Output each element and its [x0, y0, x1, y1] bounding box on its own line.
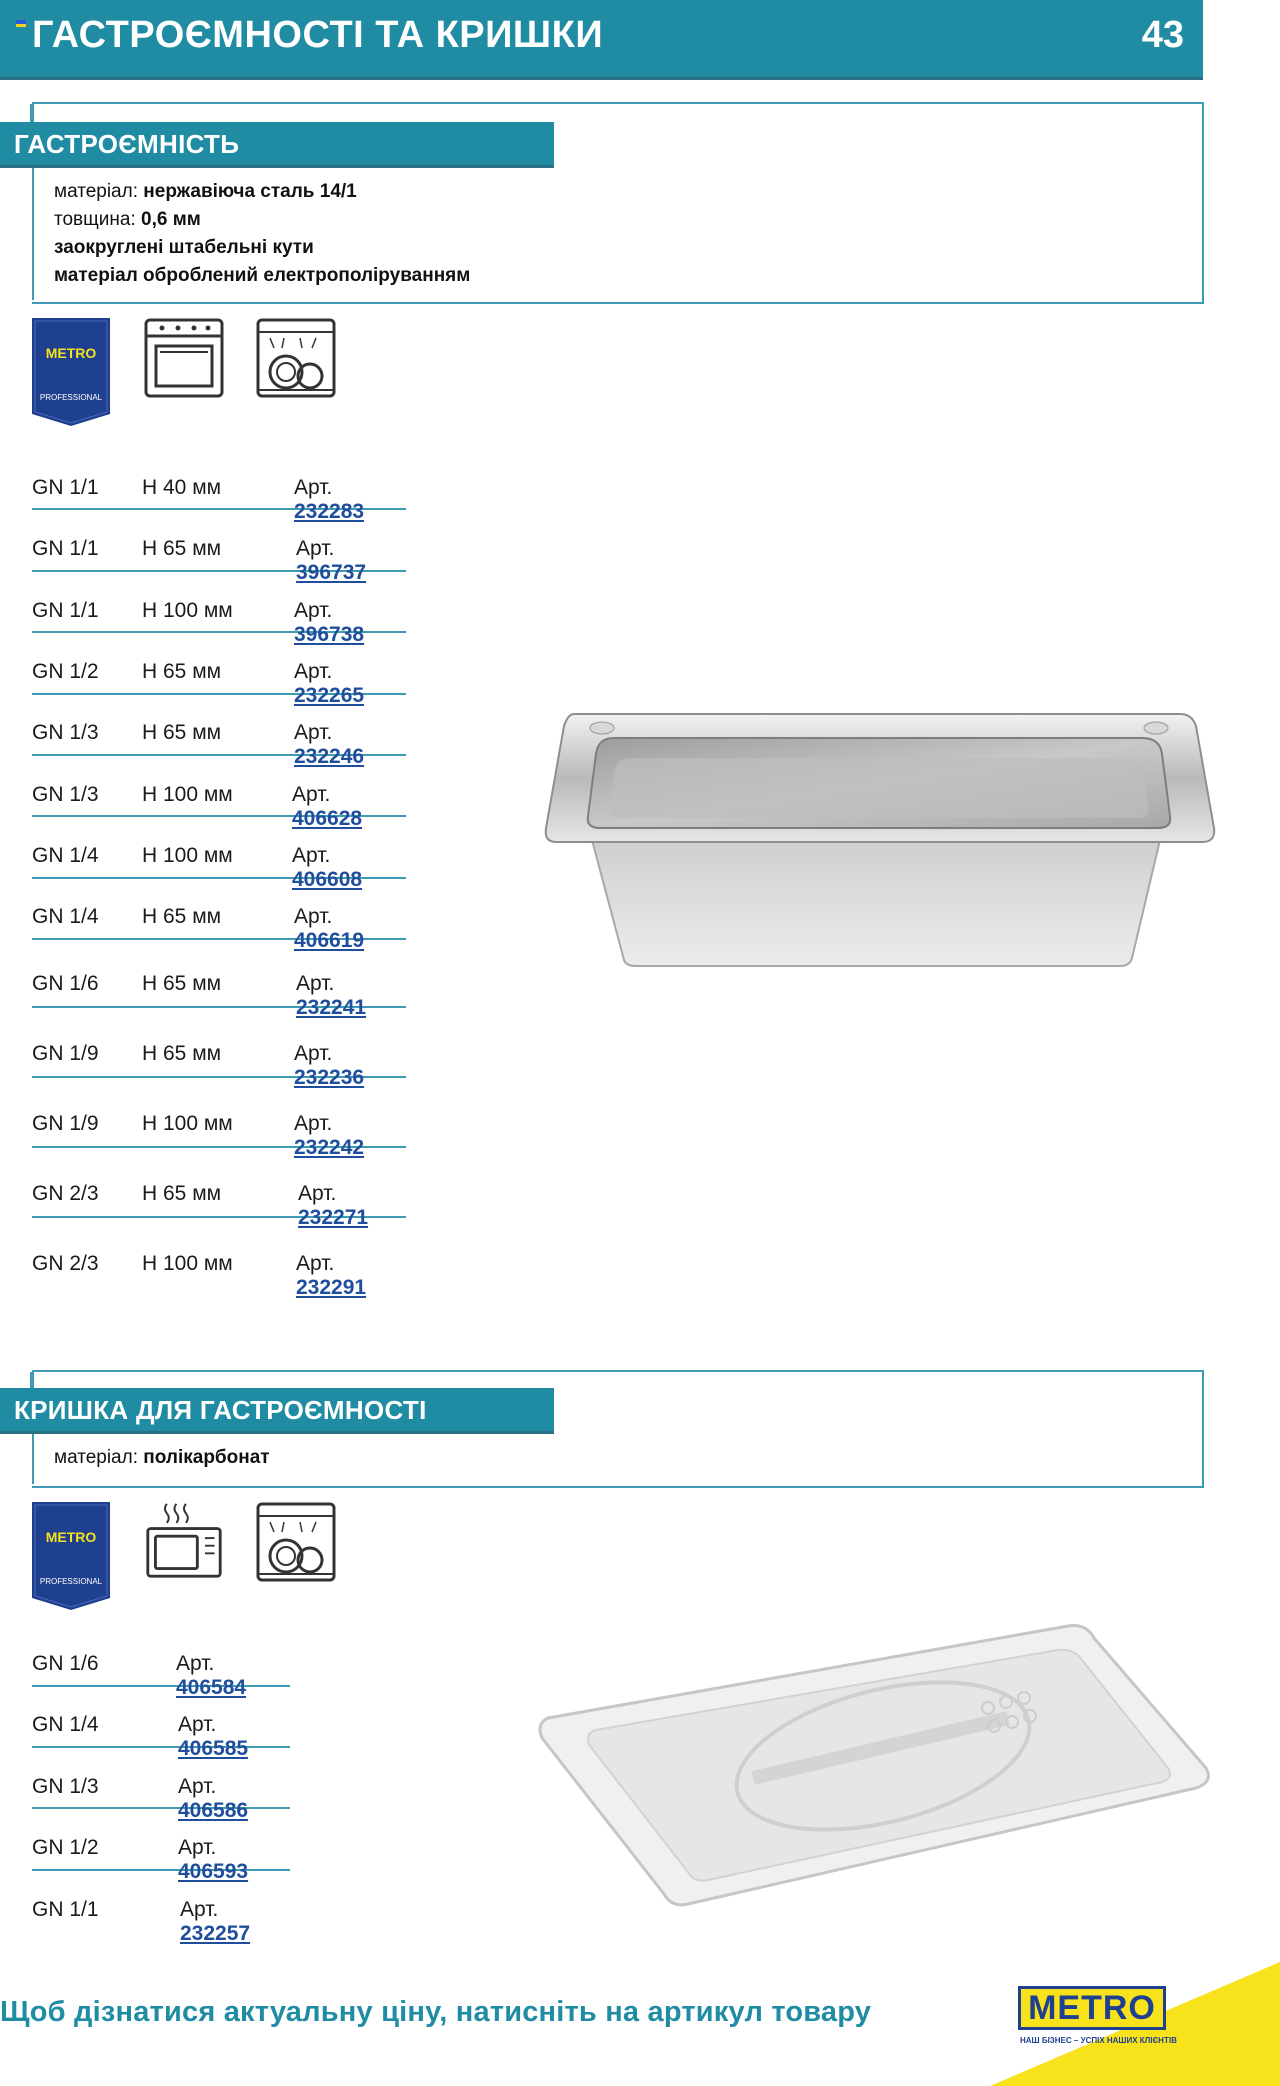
- art-prefix: Арт.: [294, 599, 333, 622]
- article-link[interactable]: 232265: [294, 684, 365, 707]
- gn-size: GN 1/4: [32, 1713, 99, 1736]
- gn-size: GN 1/4: [32, 905, 99, 928]
- article-link[interactable]: 396737: [296, 561, 367, 584]
- section-lid-description: [54, 1444, 270, 1472]
- art-prefix: Арт.: [178, 1775, 217, 1798]
- gn-size: GN 1/2: [32, 1836, 99, 1859]
- dishwasher-icon: [256, 318, 336, 398]
- metro-professional-badge-icon: [32, 318, 110, 426]
- table-row: [32, 1836, 290, 1883]
- article-link[interactable]: 406608: [292, 868, 363, 891]
- table-row: [32, 1182, 406, 1229]
- table-row: [32, 1713, 290, 1760]
- section-gastronorm-label: ГАСТРОЄМНІСТЬ: [0, 122, 554, 166]
- thickness-line: товщина: 0,6 мм: [54, 209, 201, 230]
- table-row: [32, 1652, 290, 1699]
- art-prefix: Арт.: [294, 1042, 333, 1065]
- badge-sub-text: PROFESSIONAL: [39, 1577, 103, 1586]
- article-link[interactable]: 232291: [296, 1276, 367, 1299]
- dishwasher-icon: [256, 1502, 336, 1582]
- footer-cta: Щоб дізнатися актуальну ціну, натисніть на артикул товару: [0, 1996, 872, 2028]
- article-link[interactable]: 232236: [294, 1066, 365, 1089]
- article-link[interactable]: 232271: [298, 1206, 369, 1229]
- gn-size: GN 2/3: [32, 1182, 99, 1205]
- article-link[interactable]: 406628: [292, 807, 363, 830]
- table-row: [32, 905, 406, 952]
- badge-brand-text: METRO: [45, 345, 97, 361]
- article-link[interactable]: 232242: [294, 1136, 365, 1159]
- gn-size: GN 1/1: [32, 1898, 99, 1921]
- art-prefix: Арт.: [294, 1112, 333, 1135]
- table-row: [32, 537, 406, 584]
- metro-logo[interactable]: [1018, 1986, 1166, 2030]
- table-row: [32, 476, 406, 523]
- gn-size: GN 1/3: [32, 783, 99, 806]
- height: H 40 мм: [142, 476, 222, 499]
- page-title: ГАСТРОЄМНОСТІ ТА КРИШКИ: [32, 14, 604, 56]
- gastronorm-pan-image: [544, 700, 1220, 980]
- table-row: [32, 660, 406, 707]
- table-row: [32, 1775, 290, 1822]
- gn-size: GN 1/2: [32, 660, 99, 683]
- article-link[interactable]: 406593: [178, 1860, 249, 1883]
- article-link[interactable]: 406584: [176, 1676, 247, 1699]
- article-link[interactable]: 232257: [180, 1922, 251, 1945]
- table-row: [32, 972, 406, 1019]
- art-prefix: Арт.: [178, 1836, 217, 1859]
- table-row: [32, 1252, 406, 1299]
- art-prefix: Арт.: [298, 1182, 337, 1205]
- art-prefix: Арт.: [292, 783, 331, 806]
- table-row: [32, 1042, 406, 1089]
- table-row: [32, 783, 406, 830]
- height: H 65 мм: [142, 537, 222, 560]
- oven-icon: [144, 318, 224, 398]
- feature-line: матеріал оброблений електрополіруванням: [54, 265, 471, 286]
- art-prefix: Арт.: [176, 1652, 215, 1675]
- gn-size: GN 1/1: [32, 476, 99, 499]
- art-prefix: Арт.: [296, 537, 335, 560]
- metro-slogan: НАШ БІЗНЕС – УСПІХ НАШИХ КЛІЄНТІВ: [1020, 2036, 1177, 2045]
- section-lid-label: КРИШКА ДЛЯ ГАСТРОЄМНОСТІ: [0, 1388, 554, 1432]
- metro-logo-text: METRO: [1028, 1989, 1156, 2027]
- flag-icon: [16, 20, 26, 27]
- gn-size: GN 1/6: [32, 1652, 99, 1675]
- lid-image: [538, 1618, 1218, 1908]
- height: H 100 мм: [142, 1252, 233, 1275]
- gn-size: GN 1/1: [32, 537, 99, 560]
- badge-sub-text: PROFESSIONAL: [39, 393, 103, 402]
- art-prefix: Арт.: [292, 844, 331, 867]
- table-row: [32, 1898, 290, 1945]
- height: H 65 мм: [142, 905, 222, 928]
- art-prefix: Арт.: [296, 972, 335, 995]
- article-link[interactable]: 406586: [178, 1799, 249, 1822]
- art-prefix: Арт.: [294, 721, 333, 744]
- metro-professional-badge-icon: [32, 1502, 110, 1610]
- gn-size: GN 2/3: [32, 1252, 99, 1275]
- section-gastronorm-description: [54, 178, 470, 290]
- table-row: [32, 844, 406, 891]
- gn-size: GN 1/1: [32, 599, 99, 622]
- art-prefix: Арт.: [294, 905, 333, 928]
- gn-size: GN 1/4: [32, 844, 99, 867]
- gn-size: GN 1/6: [32, 972, 99, 995]
- height: H 65 мм: [142, 660, 222, 683]
- article-link[interactable]: 232241: [296, 996, 367, 1019]
- gn-size: GN 1/9: [32, 1042, 99, 1065]
- art-prefix: Арт.: [180, 1898, 219, 1921]
- page-number: 43: [1141, 14, 1184, 56]
- height: H 65 мм: [142, 1042, 222, 1065]
- material-line: матеріал: нержавіюча сталь 14/1: [54, 181, 357, 202]
- gn-size: GN 1/9: [32, 1112, 99, 1135]
- gn-size: GN 1/3: [32, 721, 99, 744]
- table-row: [32, 599, 406, 646]
- height: H 100 мм: [142, 1112, 233, 1135]
- material-line: матеріал: полікарбонат: [54, 1447, 270, 1468]
- height: H 100 мм: [142, 599, 233, 622]
- art-prefix: Арт.: [294, 476, 333, 499]
- art-prefix: Арт.: [178, 1713, 217, 1736]
- art-prefix: Арт.: [294, 660, 333, 683]
- art-prefix: Арт.: [296, 1252, 335, 1275]
- table-row: [32, 1112, 406, 1159]
- microwave-icon: [144, 1500, 224, 1580]
- height: H 65 мм: [142, 721, 222, 744]
- height: H 65 мм: [142, 972, 222, 995]
- article-link[interactable]: 406619: [294, 929, 365, 952]
- article-link[interactable]: 232246: [294, 745, 365, 768]
- article-link[interactable]: 232283: [294, 500, 365, 523]
- article-link[interactable]: 406585: [178, 1737, 249, 1760]
- table-row: [32, 721, 406, 768]
- badge-brand-text: METRO: [45, 1529, 97, 1545]
- height: H 100 мм: [142, 844, 233, 867]
- height: H 100 мм: [142, 783, 233, 806]
- gn-size: GN 1/3: [32, 1775, 99, 1798]
- height: H 65 мм: [142, 1182, 222, 1205]
- article-link[interactable]: 396738: [294, 623, 365, 646]
- feature-line: заокруглені штабельні кути: [54, 237, 314, 258]
